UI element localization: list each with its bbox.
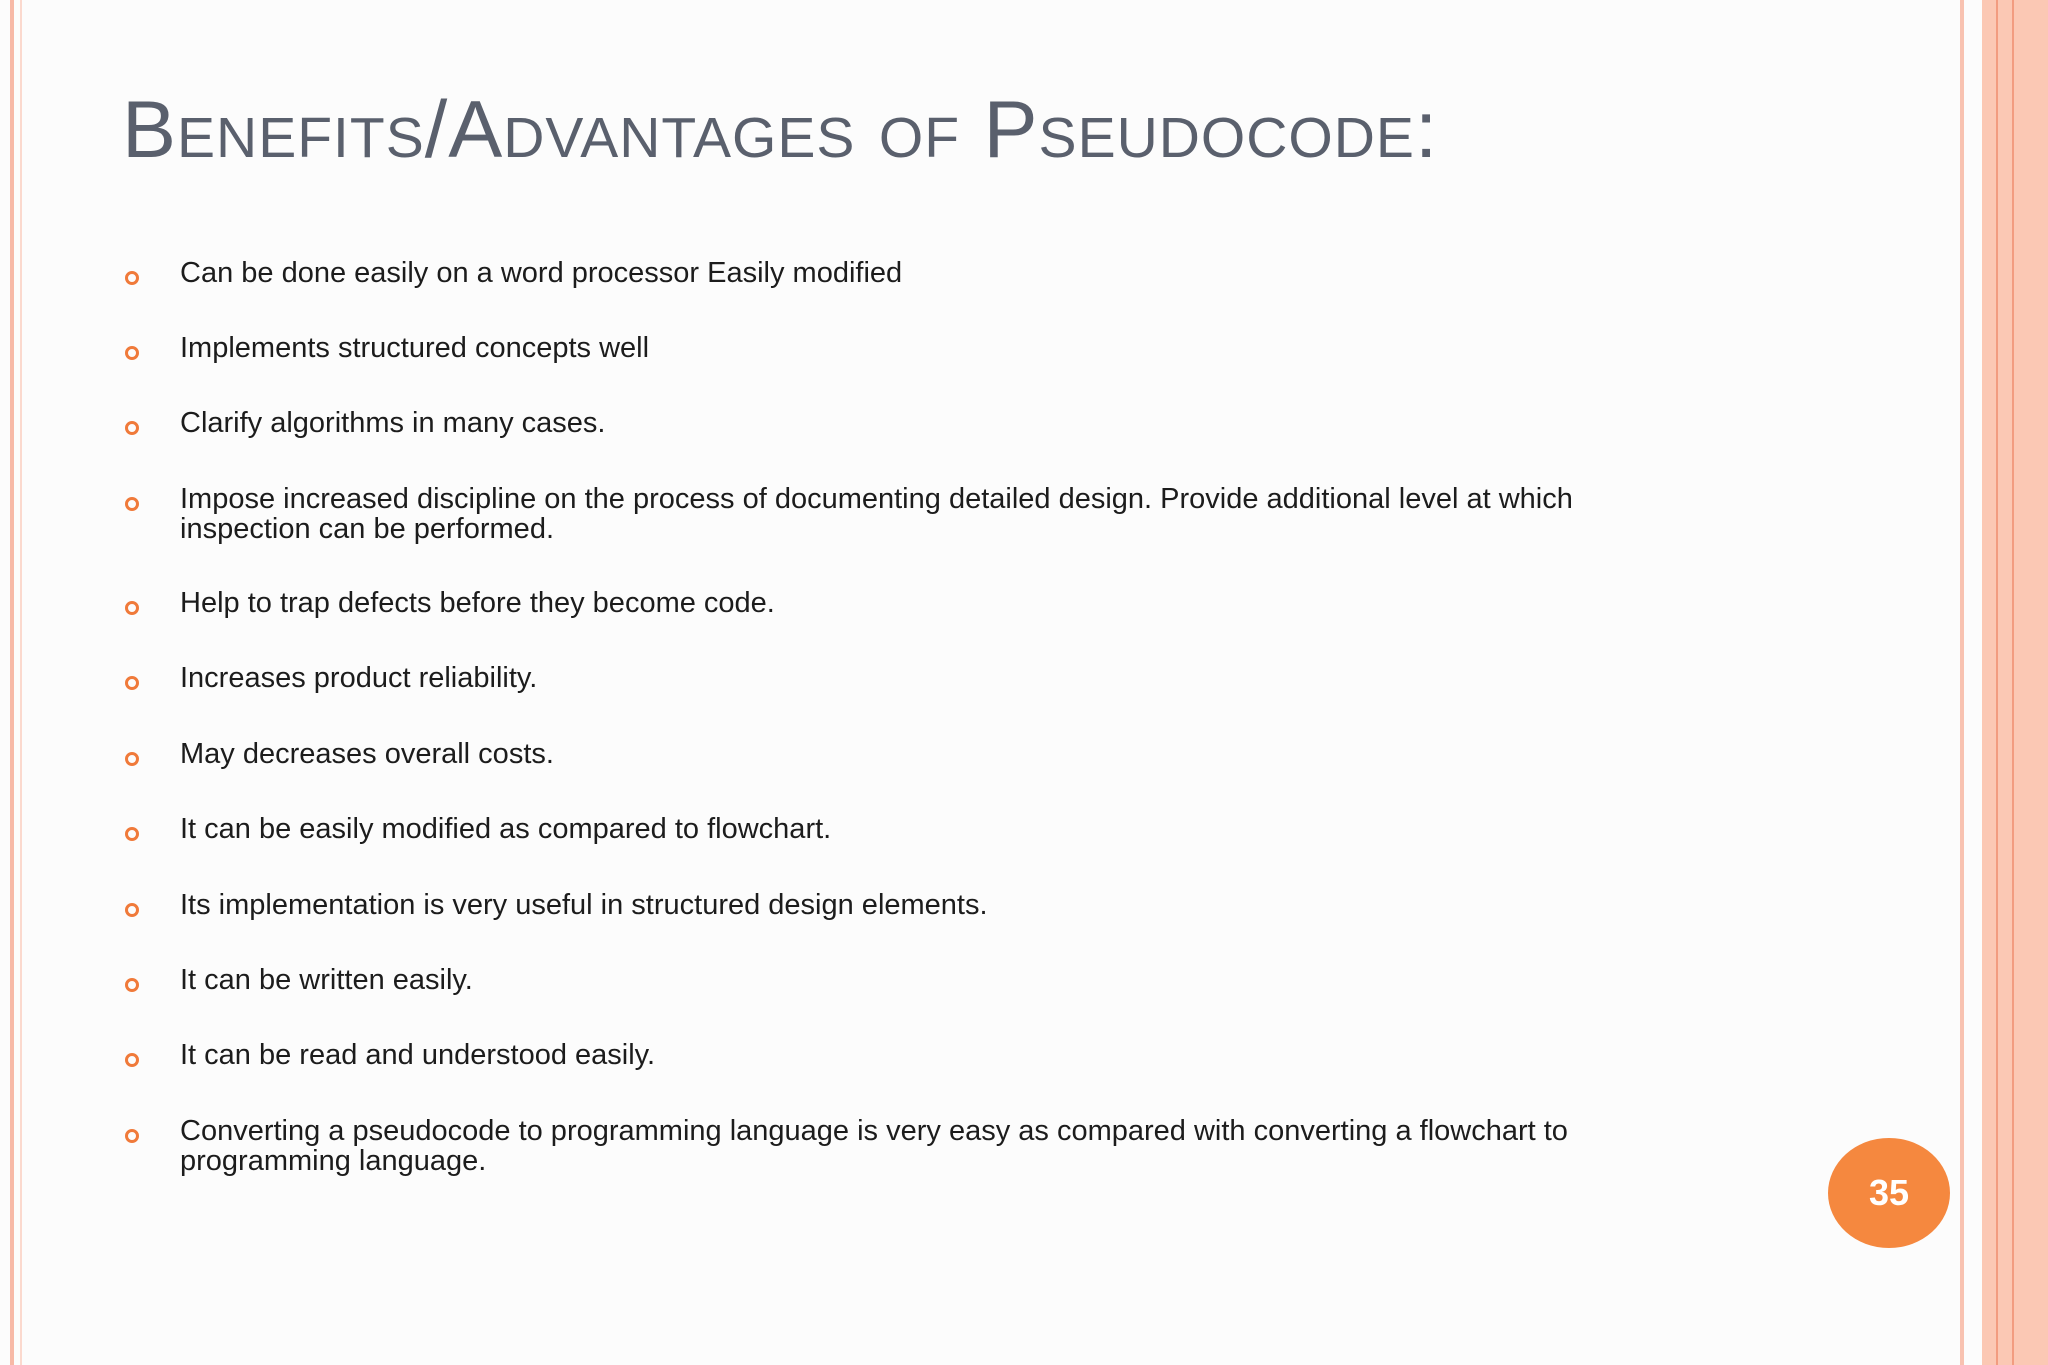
bullet-text: Impose increased discipline on the process of documenting detailed design. Provide additional level at which inspection can be performed. [180,483,1573,545]
bullet-item [120,814,1680,874]
page-number-badge: 35 [1828,1138,1950,1248]
bullet-text: Increases product reliability. [180,662,538,694]
bullet-text: Implements structured concepts well [180,332,650,364]
bullet-text: Converting a pseudocode to programming language is very easy as compared with converting a flowchart to programming language. [180,1115,1568,1177]
bullet-item [120,663,1680,723]
bullet-text: Can be done easily on a word processor Easily modified [180,257,903,289]
hollow-circle-icon [125,601,139,615]
hollow-circle-icon [125,903,139,917]
bullet-text: Its implementation is very useful in structured design elements. [180,889,988,921]
hollow-circle-icon [125,1053,139,1067]
slide-title: Benefits/Advantages of Pseudocode: [122,85,1439,175]
hollow-circle-icon [125,497,139,511]
hollow-circle-icon [125,1129,139,1143]
hollow-circle-icon [125,676,139,690]
bullet-item [120,1040,1680,1100]
bullet-item [120,333,1680,393]
bullet-item [120,965,1680,1025]
bullet-text: Clarify algorithms in many cases. [180,407,606,439]
bullet-item [120,739,1680,799]
bullet-text: It can be easily modified as compared to flowchart. [180,813,832,845]
bullet-text: May decreases overall costs. [180,738,554,770]
hollow-circle-icon [125,421,139,435]
bullet-item [120,1116,1680,1176]
bullet-item [120,408,1680,468]
hollow-circle-icon [125,752,139,766]
hollow-circle-icon [125,978,139,992]
bullet-text: It can be written easily. [180,964,473,996]
hollow-circle-icon [125,827,139,841]
bullet-item [120,588,1680,648]
bullet-text: It can be read and understood easily. [180,1039,656,1071]
hollow-circle-icon [125,271,139,285]
bullet-item [120,484,1680,544]
bullet-item [120,258,1680,318]
bullet-item [120,890,1680,950]
bullet-text: Help to trap defects before they become code. [180,587,775,619]
hollow-circle-icon [125,346,139,360]
